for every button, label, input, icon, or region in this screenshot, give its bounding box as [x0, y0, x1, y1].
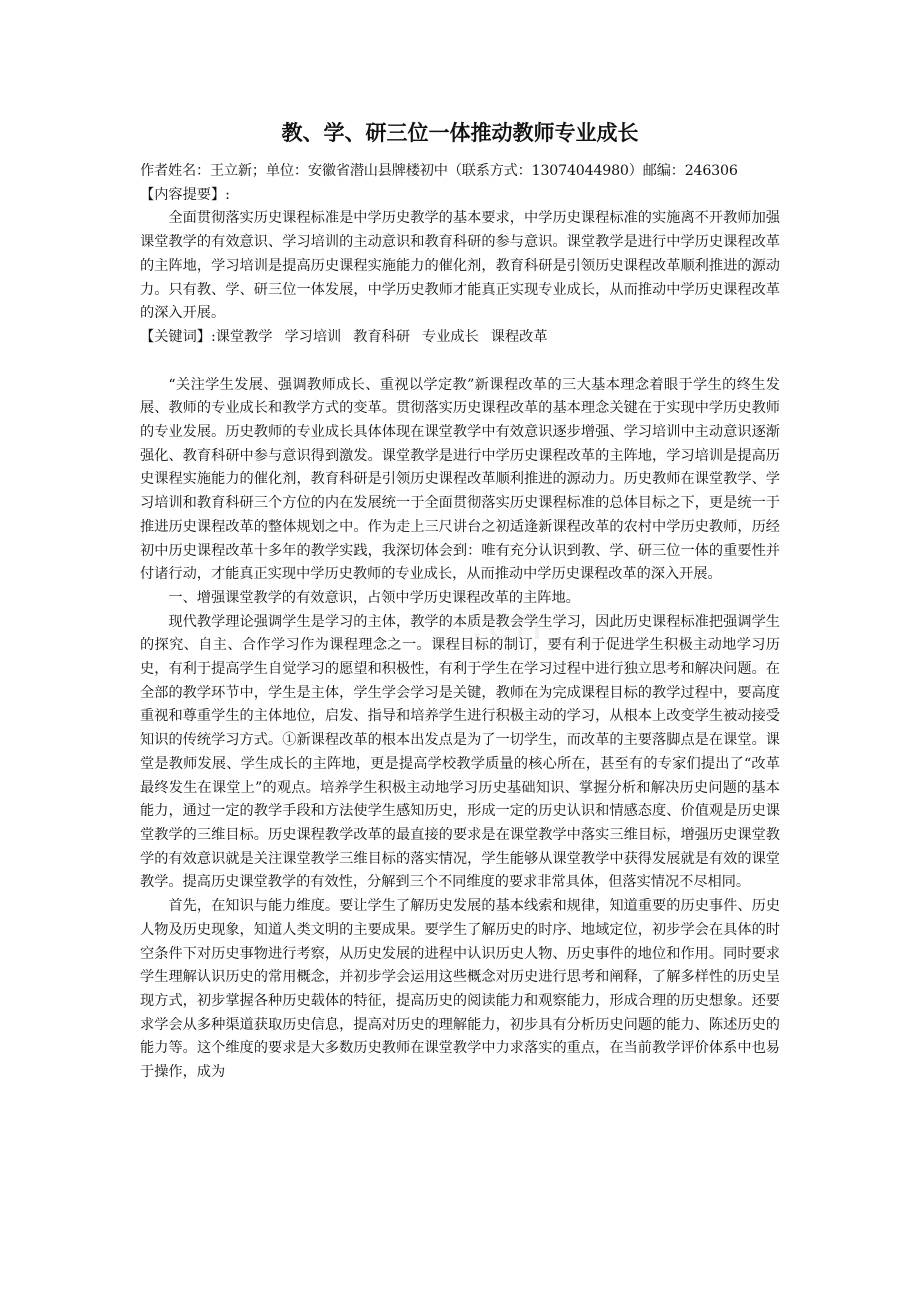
- spacer: [140, 350, 780, 374]
- keyword: 专业成长: [422, 328, 479, 345]
- keyword: 教育科研: [353, 328, 411, 345]
- author-line: 作者姓名：王立新；单位：安徽省潜山县牌楼初中（联系方式：13074044980）邮编：246306: [140, 163, 738, 179]
- watermark: .cn: [470, 596, 546, 650]
- keywords-label: 【关键词】:: [140, 328, 216, 345]
- keywords-line: [140, 326, 780, 350]
- keyword: 学习培训: [284, 328, 342, 345]
- document-body: [140, 118, 780, 1085]
- body-paragraph: “关注学生发展、强调教师成长、重视以学定教”新课程改革的三大基本理念着眼于学生的终生发展、教师的专业成长和教学方式的变革。贯彻落实历史课程改革的基本理念关键在于实现中学历史教师的专业发展。历史教师的专业成长具体体现在课堂教学中有效意识逐步增强、学习培训中主动意识逐渐强化、教育科研中参与意识得到激发。课堂教学是进行中学历史课程改革的主阵地，学习培训是提高历史课程实施能力的催化剂，教育科研是引领历史课程改革顺利推进的源动力。历史教师在课堂教学、学习培训和教育科研三个方位的内在发展统一于全面贯彻落实历史课程标准的总体目标之下，更是统一于推进历史课程改革的整体规划之中。作为走上三尺讲台之初适逢新课程改革的农村中学历史教师，历经初中历史课程改革十多年的教学实践，我深切体会到：唯有充分认识到教、学、研三位一体的重要性并付诸行动，才能真正实现中学历史教师的专业成长，从而推动中学历史课程改革的深入开展。: [140, 376, 780, 583]
- section-heading: 一、增强课堂教学的有效意识，占领中学历史课程改革的主阵地。: [168, 589, 580, 606]
- abstract-text: 全面贯彻落实历史课程标准是中学历史教学的基本要求，中学历史课程标准的实施离不开教师加强课堂教学的有效意识、学习培训的主动意识和教育科研的参与意识。课堂教学是进行中学历史课程改革的主阵地，学习培训是提高历史课程实施能力的催化剂，教育科研是引领历史课程改革顺利推进的源动力。只有教、学、研三位一体发展，中学历史教师才能真正实现专业成长，从而推动中学历史课程改革的深入开展。: [140, 210, 780, 322]
- body-paragraph: 首先，在知识与能力维度。要让学生了解历史发展的基本线索和规律，知道重要的历史事件、历史人物及历史现象，知道人类文明的主要成果。要学生了解历史的时序、地域定位，初步学会在具体的时空条件下对历史事物进行考察，从历史发展的进程中认识历史人物、历史事件的地位和作用。同时要求学生理解认识历史的常用概念，并初步学会运用这些概念对历史进行思考和阐释，了解多样性的历史呈现方式，初步掌握各种历史载体的特征，提高历史的阅读能力和观察能力，形成合理的历史想象。还要求学会从多种渠道获取历史信息，提高对历史的理解能力，初步具有分析历史问题的能力、陈述历史的能力等。这个维度的要求是大多数历史教师在课堂教学中力求落实的重点，在当前教学评价体系中也易于操作，成为: [140, 898, 780, 1081]
- body-paragraph: 现代教学理论强调学生是学习的主体，教学的本质是教会学生学习，因此历史课程标准把强调学生的探究、自主、合作学习作为课程理念之一。课程目标的制订，要有利于促进学生积极主动地学习历史，有利于提高学生自觉学习的愿望和积极性，有利于学生在学习过程中进行独立思考和解决问题。在全部的教学环节中，学生是主体，学生学会学习是关键，教师在为完成课程目标的教学过程中，要高度重视和尊重学生的主体地位，启发、指导和培养学生进行积极主动的学习，从根本上改变学生被动接受知识的传统学习方式。①新课程改革的根本出发点是为了一切学生，而改革的主要落脚点是在课堂。课堂是教师发展、学生成长的主阵地，更是提高学校教学质量的核心所在，甚至有的专家们提出了“改革最终发生在课堂上”的观点。培养学生积极主动地学习历史基础知识、掌握分析和解决历史问题的基本能力，通过一定的教学手段和方法使学生感知历史，形成一定的历史认识和情感态度、价值观是历史课堂教学的三维目标。历史课程教学改革的最直接的要求是在课堂教学中落实三维目标，增强历史课堂教学的有效意识就是关注课堂教学三维目标的落实情况，学生能够从课堂教学中获得发展就是有效的课堂教学。提高历史课堂教学的有效性，分解到三个不同维度的要求非常具体，但落实情况不尽相同。: [140, 613, 780, 891]
- abstract-label: 【内容提要】:: [140, 186, 230, 203]
- keyword: 课堂教学: [215, 328, 273, 345]
- document-title: 教、学、研三位一体推动教师专业成长: [281, 121, 639, 145]
- keyword: 课程改革: [490, 328, 548, 345]
